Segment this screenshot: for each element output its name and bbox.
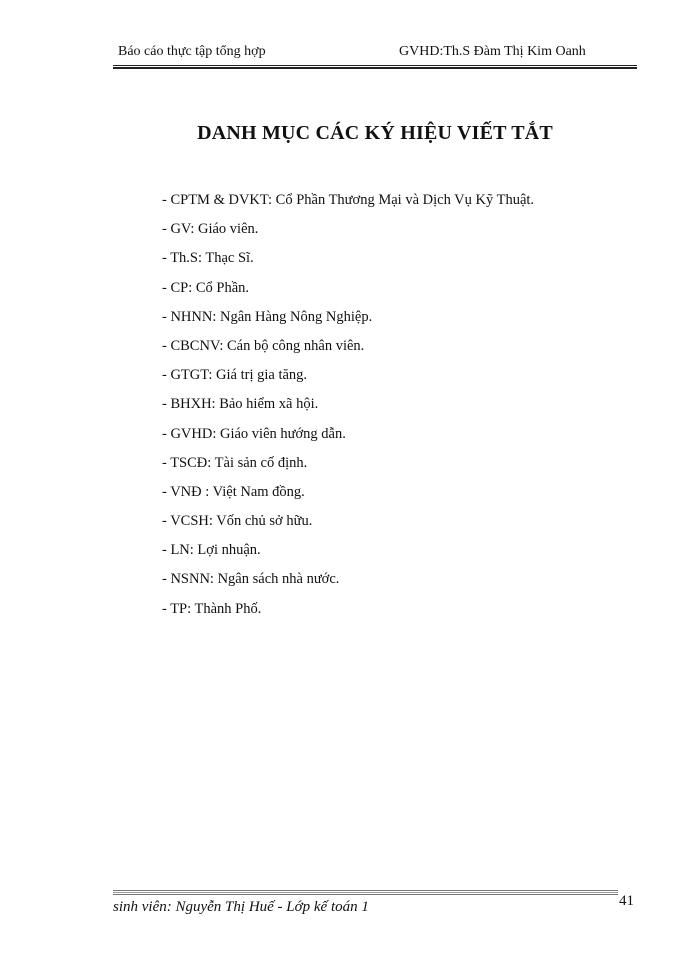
abbreviation-item: - BHXH: Bảo hiểm xã hội. xyxy=(162,396,319,413)
abbreviation-item: - TP: Thành Phố. xyxy=(162,600,262,617)
abbreviation-list xyxy=(162,190,534,628)
abbreviation-item: - VCSH: Vốn chủ sở hữu. xyxy=(162,513,313,530)
header-rule-thick xyxy=(113,67,637,69)
abbreviation-item: - NHNN: Ngân Hàng Nông Nghiệp. xyxy=(162,308,373,325)
abbreviation-item: - GVHD: Giáo viên hướng dẫn. xyxy=(162,425,346,442)
abbreviation-item: - GTGT: Giá trị gia tăng. xyxy=(162,367,308,384)
abbreviation-item: - GV: Giáo viên. xyxy=(162,221,259,238)
footer-rule xyxy=(113,894,618,895)
footer-rule xyxy=(113,890,618,891)
abbreviation-item: - VNĐ : Việt Nam đồng. xyxy=(162,483,305,500)
abbreviation-item: - LN: Lợi nhuận. xyxy=(162,542,261,559)
abbreviation-item: - CBCNV: Cán bộ công nhân viên. xyxy=(162,337,365,354)
footer-rule xyxy=(113,892,618,893)
header-supervisor: GVHD:Th.S Đàm Thị Kim Oanh xyxy=(399,44,586,59)
abbreviation-item: - CPTM & DVKT: Cổ Phần Thương Mại và Dịch Vụ Kỹ Thuật. xyxy=(162,192,535,208)
abbreviation-item: - NSNN: Ngân sách nhà nước. xyxy=(162,571,340,588)
abbreviation-item: - CP: Cổ Phần. xyxy=(162,279,250,296)
header-rule xyxy=(113,65,637,66)
footer-student: sinh viên: Nguyễn Thị Huế - Lớp kế toán 1 xyxy=(113,899,369,915)
page-title: DANH MỤC CÁC KÝ HIỆU VIẾT TẮT xyxy=(197,122,553,144)
abbreviation-item: - TSCĐ: Tài sản cố định. xyxy=(162,454,308,471)
header-report-title: Báo cáo thực tập tổng hợp xyxy=(118,44,266,59)
abbreviation-item: - Th.S: Thạc Sĩ. xyxy=(162,250,254,267)
page-number: 41 xyxy=(619,893,634,909)
